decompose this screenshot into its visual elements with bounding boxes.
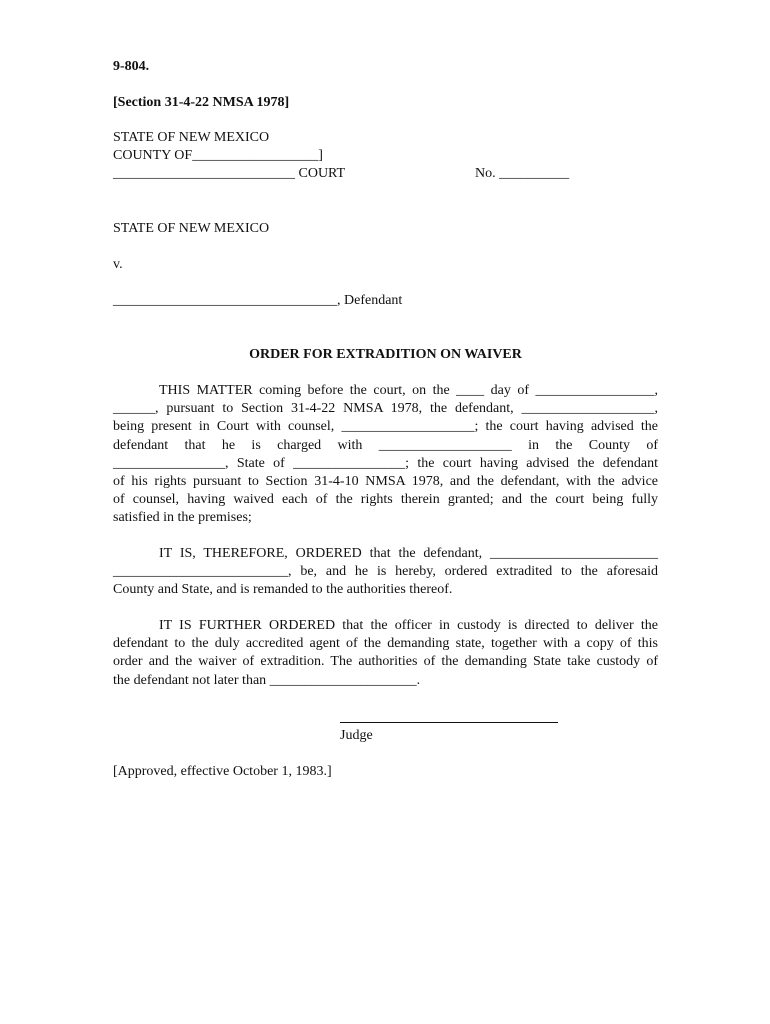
paragraph-line: County and State, and is remanded to the authorities thereof. xyxy=(113,582,453,598)
paragraph-matter xyxy=(113,382,658,528)
caption-defendant: ________________________________, Defendant xyxy=(113,293,403,308)
document-title: ORDER FOR EXTRADITION ON WAIVER xyxy=(249,347,522,362)
paragraph-line: being present in Court with counsel, ___________________; the court having advised the xyxy=(113,419,658,435)
paragraph-line: ________________, State of ________________; the court having advised the defendant xyxy=(113,455,658,471)
case-number: No. __________ xyxy=(475,166,570,181)
caption-county: COUNTY OF__________________] xyxy=(113,148,323,163)
paragraph-ordered xyxy=(113,545,658,600)
paragraph-line: IT IS, THEREFORE, ORDERED that the defendant, ________________________ xyxy=(159,546,658,561)
signature-line xyxy=(340,722,558,723)
paragraph-line: THIS MATTER coming before the court, on the ____ day of _________________, xyxy=(159,383,658,398)
paragraph-line: the defendant not later than _____________________. xyxy=(113,672,421,688)
paragraph-line: _________________________, be, and he is hereby, ordered extradited to the aforesaid xyxy=(113,564,658,580)
caption-court: __________________________ COURT xyxy=(113,166,346,181)
caption-state: STATE OF NEW MEXICO xyxy=(113,130,270,145)
approval-note: [Approved, effective October 1, 1983.] xyxy=(113,764,332,779)
paragraph-line: satisfied in the premises; xyxy=(113,510,252,526)
caption-plaintiff: STATE OF NEW MEXICO xyxy=(113,221,270,236)
paragraph-further-ordered xyxy=(113,617,658,690)
paragraph-line: ______, pursuant to Section 31-4-22 NMSA 1978, the defendant, ___________________, xyxy=(113,401,658,417)
paragraph-line: order and the waiver of extradition. The authorities of the demanding State take custody of xyxy=(113,654,658,670)
paragraph-line: of his rights pursuant to Section 31-4-10 NMSA 1978, and the defendant, with the advice xyxy=(113,474,658,490)
caption-versus: v. xyxy=(113,257,123,272)
paragraph-line: of counsel, having waived each of the rights therein granted; and the court being fully xyxy=(113,492,658,508)
signature-label: Judge xyxy=(340,728,373,743)
paragraph-line: IT IS FURTHER ORDERED that the officer in custody is directed to deliver the xyxy=(159,618,658,633)
section-reference: [Section 31-4-22 NMSA 1978] xyxy=(113,95,290,110)
paragraph-line: defendant to the duly accredited agent of the demanding state, together with a copy of this xyxy=(113,636,658,652)
rule-number: 9-804. xyxy=(113,59,150,74)
paragraph-line: defendant that he is charged with ___________________ in the County of xyxy=(113,437,658,453)
